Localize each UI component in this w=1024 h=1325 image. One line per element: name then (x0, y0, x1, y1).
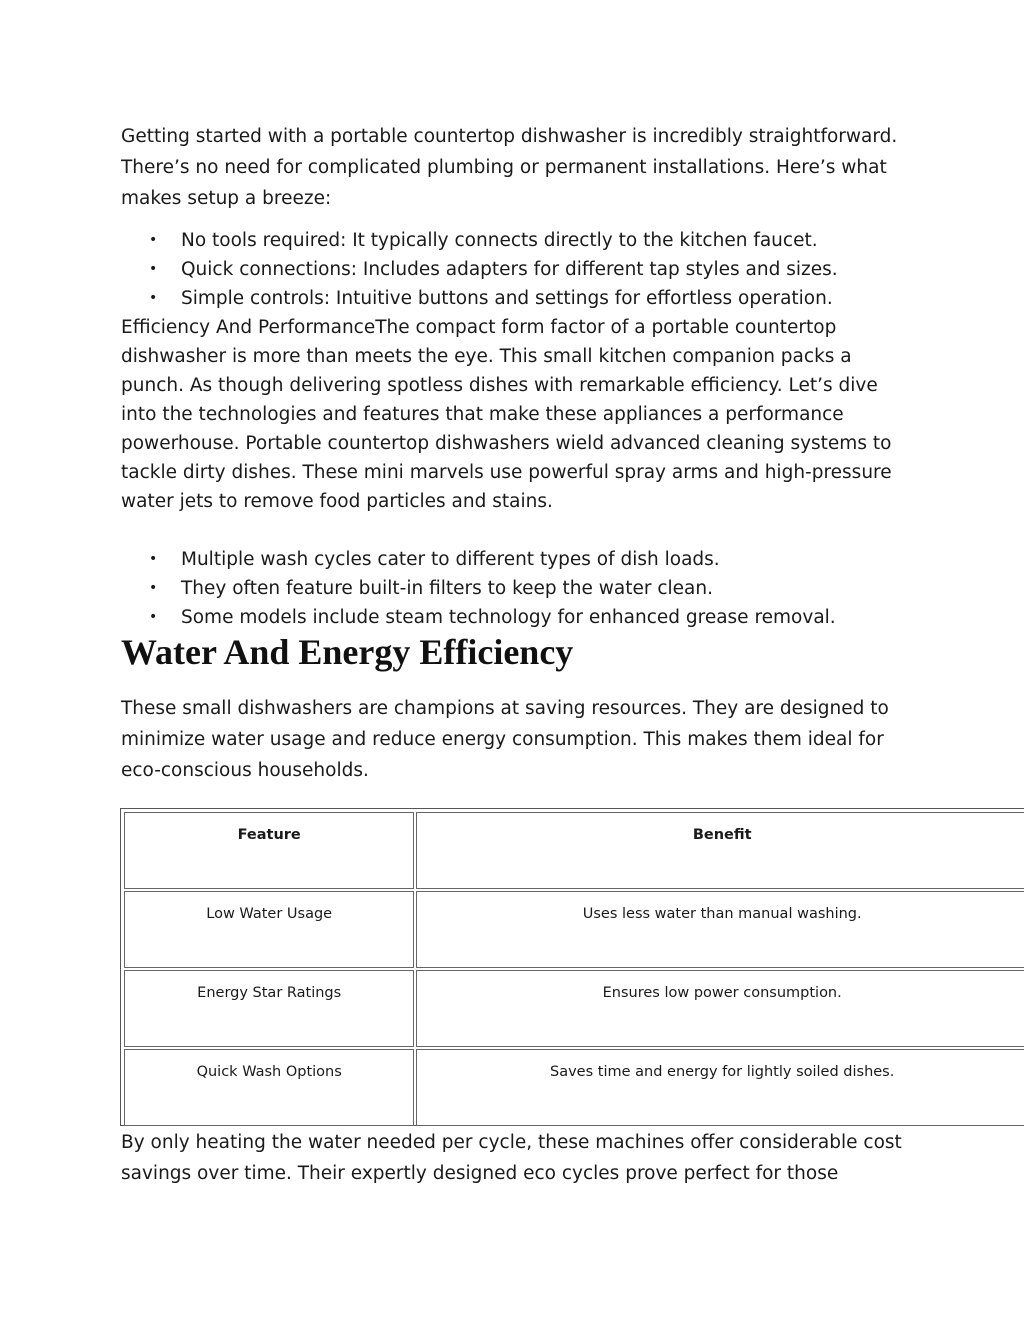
table-header-row (124, 812, 1024, 889)
document-content (121, 121, 911, 786)
bullet-icon: • (149, 551, 158, 567)
table-cell-benefit: Uses less water than manual washing. (416, 891, 1024, 968)
list-item-text: Some models include steam technology for enhanced grease removal. (181, 607, 836, 628)
bullet-icon: • (149, 580, 158, 596)
table-row (124, 891, 1024, 968)
table-cell-benefit: Ensures low power consumption. (416, 970, 1024, 1047)
setup-list (121, 226, 911, 313)
bullet-icon: • (149, 290, 158, 306)
efficiency-paragraph: These small dishwashers are champions at saving resources. They are designed to minimize water usage and reduce energy consumption. This makes them ideal for eco-conscious households. (121, 698, 889, 781)
table-cell-feature: Energy Star Ratings (124, 970, 414, 1047)
intro-paragraph: Getting started with a portable countertop dishwasher is incredibly straightforward. There’s no need for complicated plumbing or permanent installations. Here’s what makes setup a breeze: (121, 126, 898, 209)
list-item (121, 545, 911, 574)
closing-paragraph: By only heating the water needed per cycle, these machines offer considerable cost savings over time. Their expertly designed eco cycles prove perfect for those (121, 1132, 902, 1184)
table-row (124, 1049, 1024, 1126)
list-item (121, 574, 911, 603)
list-item-text: They often feature built-in filters to keep the water clean. (181, 578, 713, 599)
table-header-benefit: Benefit (416, 812, 1024, 889)
performance-paragraph: Efficiency And PerformanceThe compact form factor of a portable countertop dishwasher is more than meets the eye. This small kitchen companion packs a punch. As though delivering spotless dishes with remarkable efficiency. Let’s dive into the technologies and features that make these appliances a performance powerhouse. Portable countertop dishwashers wield advanced cleaning systems to tackle dirty dishes. These mini marvels use powerful spray arms and high-pressure water jets to remove food particles and stains. (121, 317, 892, 512)
list-item (121, 603, 911, 632)
list-item (121, 255, 911, 284)
features-list (121, 545, 911, 632)
table-header-feature: Feature (124, 812, 414, 889)
table-cell-feature: Low Water Usage (124, 891, 414, 968)
list-item (121, 284, 911, 313)
list-item-text: Simple controls: Intuitive buttons and settings for effortless operation. (181, 288, 833, 309)
benefit-table-frame (120, 808, 1024, 1126)
list-item-text: Quick connections: Includes adapters for different tap styles and sizes. (181, 259, 838, 280)
bullet-icon: • (149, 232, 158, 248)
list-item (121, 226, 911, 255)
bullet-icon: • (149, 609, 158, 625)
table-row (124, 970, 1024, 1047)
bullet-icon: • (149, 261, 158, 277)
list-item-text: Multiple wash cycles cater to different types of dish loads. (181, 549, 720, 570)
table-cell-feature: Quick Wash Options (124, 1049, 414, 1126)
list-item-text: No tools required: It typically connects directly to the kitchen faucet. (181, 230, 818, 251)
table-cell-benefit: Saves time and energy for lightly soiled dishes. (416, 1049, 1024, 1126)
section-heading: Water And Energy Efficiency (121, 632, 574, 672)
benefit-table (122, 810, 1024, 1128)
